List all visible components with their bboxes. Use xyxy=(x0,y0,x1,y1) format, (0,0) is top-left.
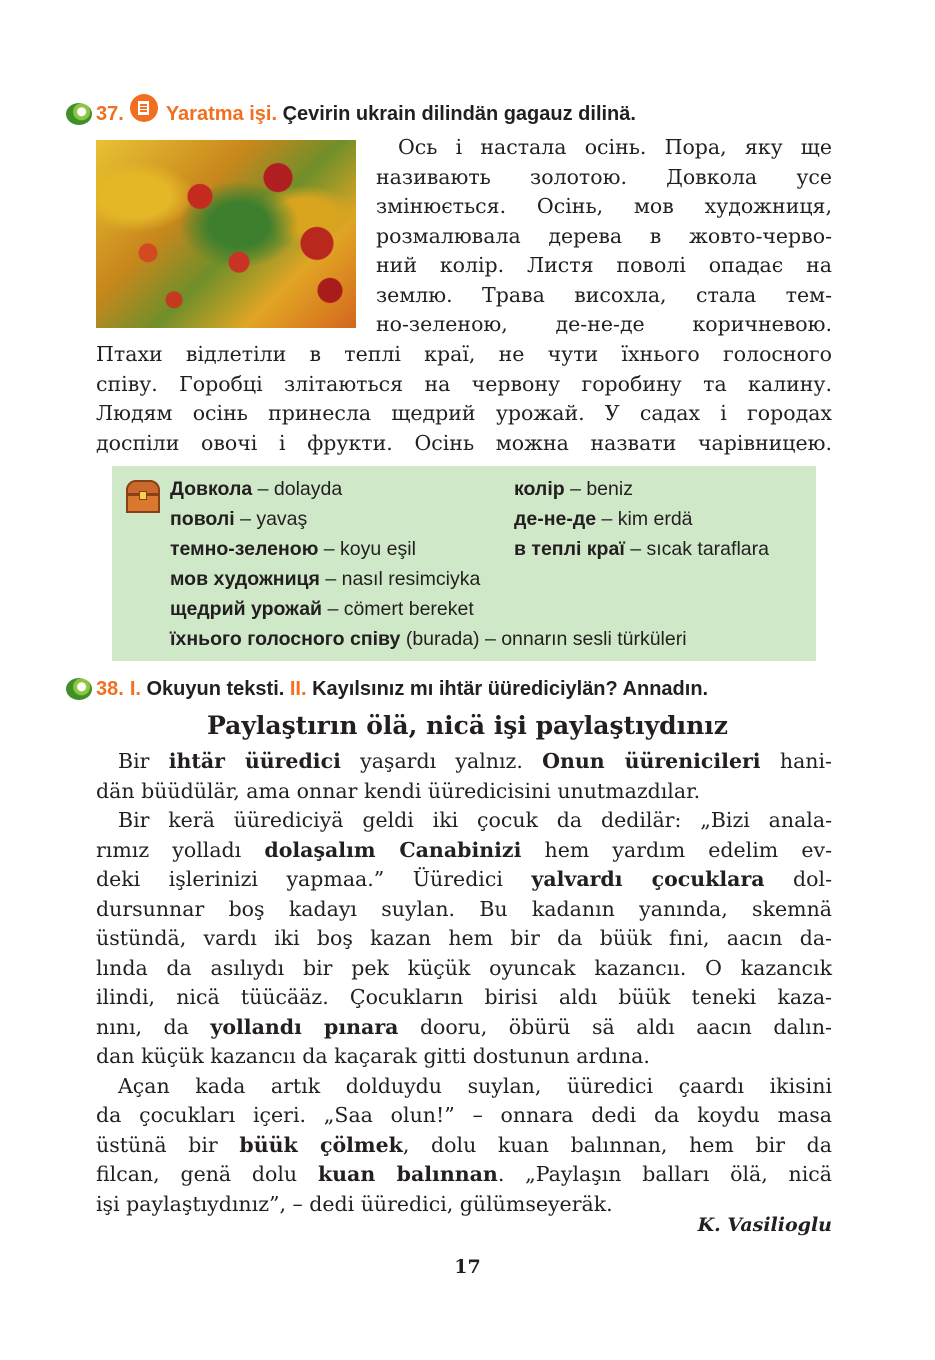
exercise-task-2: Kayılsınız mı ihtär üürediciylän? Annadın. xyxy=(312,678,709,700)
vocab-entry: в теплі краї – sıcak taraflara xyxy=(514,538,769,560)
vocab-entry: темно-зеленою – koyu eşil xyxy=(170,538,416,560)
text-line: da çocukları içeri. „Saa olun!” – onnara dedi da koydu masa xyxy=(96,1103,832,1127)
vocab-entry: мов художниця – nasıl resimciyka xyxy=(170,568,481,590)
text-line: deki işlerinizi yapmaa.” Üüredici yalvardı çocuklara dol- xyxy=(96,867,832,891)
text-line: üstündä, vardı iki boş kazan hem bir da büük fıni, aacın da- xyxy=(96,926,832,950)
story-text xyxy=(96,747,832,1219)
text-line: но-зеленою, де-не-де коричневою. xyxy=(376,312,832,336)
vocab-entry: колір – beniz xyxy=(514,478,633,500)
vocab-entry: Довкола – dolayda xyxy=(170,478,343,500)
document-icon xyxy=(130,94,158,122)
text-line: розмалювала дерева в жовто-черво- xyxy=(376,223,832,248)
text-line: Bir ihtär üüredici yaşardı yalnız. Onun üürenicileri hani- xyxy=(118,749,832,773)
vocab-entry: щедрий урожай – cömert bereket xyxy=(170,598,474,620)
text-line: Птахи відлетіли в теплі краї, не чути їхнього голосного xyxy=(96,342,832,366)
text-line: змінюється. Осінь, мов художниця, xyxy=(376,194,832,218)
ukrainian-text-continued xyxy=(96,340,832,458)
text-line: ний колір. Листя поволі опадає на xyxy=(376,253,832,277)
exercise-marker-icon xyxy=(66,678,92,700)
exercise-task: Çevirin ukrain dilindän gagauz dilinä. xyxy=(282,103,636,125)
vocab-entry: де-не-де – kim erdä xyxy=(514,508,693,530)
autumn-rowan-photo xyxy=(96,140,356,328)
text-line: rımız yolladı dolaşalım Canabinizi hem yardım edelim ev- xyxy=(96,837,833,862)
exercise-marker-icon xyxy=(66,103,92,125)
text-line: співу. Горобці злітаються на червону горобину та калину. xyxy=(96,371,832,396)
story-author: K. Vasilioglu xyxy=(697,1214,832,1236)
text-line: Людям осінь принесла щедрий урожай. У садах і городах xyxy=(96,401,832,425)
exercise-label: Yaratma işi. xyxy=(165,103,277,125)
story-title: Paylaştırın ölä, nicä işi paylaştıydınız xyxy=(207,711,728,740)
text-line: доспіли овочі і фрукти. Осінь можна назвати чарівницею. xyxy=(96,430,832,455)
ukrainian-text xyxy=(376,133,832,340)
text-line: dan küçük kazancıı da kaçarak gitti dostunun ardına. xyxy=(96,1044,650,1068)
page-number: 17 xyxy=(454,1256,481,1278)
vocab-entry: їхнього голосного співу (burada) – onnarın sesli türküleri xyxy=(170,628,687,650)
treasure-chest-icon xyxy=(126,480,160,514)
text-line: Bir kerä üürediciyä geldi iki çocuk da dedilär: „Bizi anala- xyxy=(118,808,832,832)
exercise-task-1: Okuyun teksti. xyxy=(146,678,285,700)
exercise-part-2: II. xyxy=(289,678,307,700)
text-line: Ось і настала осінь. Пора, яку ще xyxy=(398,135,832,159)
text-line: dän büüdülär, ama onnar kendi üüredicisini unutmazdılar. xyxy=(96,778,701,803)
text-line: üstünä bir büük çölmek, dolu kuan balınnan, hem bir da xyxy=(96,1132,832,1157)
text-line: землю. Трава висохла, стала тем- xyxy=(376,282,832,307)
vocab-entry: поволі – yavaş xyxy=(170,508,308,530)
text-line: називають золотою. Довкола усе xyxy=(376,164,832,189)
vocabulary-box xyxy=(112,466,816,661)
exercise-number: 38. xyxy=(96,678,124,700)
exercise-part-1: I. xyxy=(129,678,141,700)
text-line: filcan, genä dolu kuan balınnan. „Paylaşın balları ölä, nicä xyxy=(96,1162,833,1186)
exercise-38-heading xyxy=(66,676,708,702)
exercise-37-heading xyxy=(66,100,636,128)
text-line: Açan kada artık dolduydu suylan, üüredici çaardı ikisini xyxy=(118,1073,832,1098)
exercise-number: 37. xyxy=(96,103,124,125)
text-line: ilindi, nicä tüücääz. Çocukların birisi aldı büük teneki kaza- xyxy=(96,985,832,1009)
text-line: nını, da yollandı pınara dooru, öbürü sä aldı aacın dalın- xyxy=(96,1014,832,1039)
text-line: işi paylaştıydınız”, – dedi üüredici, gülümseyeräk. xyxy=(96,1191,613,1216)
text-line: dursunnar boş kadayı suylan. Bu kadanın yanında, skemnä xyxy=(96,896,832,921)
text-line: lında da asılıydı bir pek küçük oyuncak kazancıı. O kazancık xyxy=(96,955,832,980)
